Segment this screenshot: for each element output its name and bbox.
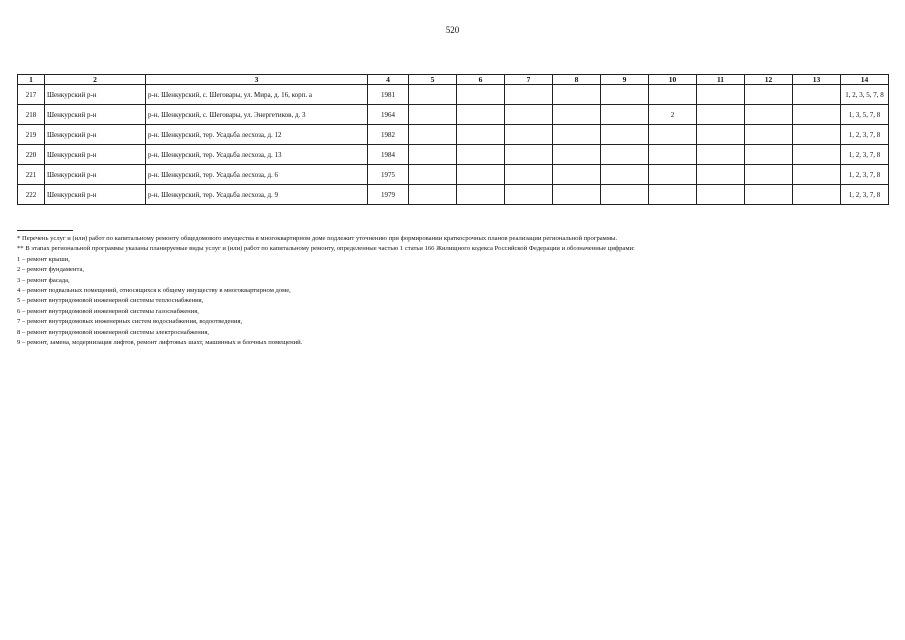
- footnote-line: 9 – ремонт, замена, модернизация лифтов, ремонт лифтовых шахт, машинных и блочных помещений.: [17, 339, 303, 347]
- cell-address: р-н. Шенкурский, с. Шеговары, ул. Мира, д. 16, корп. а: [146, 85, 368, 105]
- footnote-line: 6 – ремонт внутридомовой инженерной системы газоснабжения,: [17, 307, 199, 315]
- cell-district: Шенкурский р-н: [45, 105, 146, 125]
- cell-stage-8: [553, 185, 601, 205]
- cell-stage-6: [457, 85, 505, 105]
- cell-stage-5: [409, 165, 457, 185]
- footnote-line: 7 – ремонт внутридомовых инженерных систем водоснабжения, водоотведения,: [17, 318, 243, 326]
- footnote-line: ** В этапах региональной программы указаны планируемые виды услуг и (или) работ по капитальному ремонту, определенные частью 1 статьи 166 Жилищного кодекса Российской Федерации и обозначенные цифрами:: [17, 245, 635, 253]
- cell-district: Шенкурский р-н: [45, 125, 146, 145]
- cell-stage-12: [745, 145, 793, 165]
- footnote-line: 2 – ремонт фундамента,: [17, 266, 85, 274]
- footnote-line: 8 – ремонт внутридомовой инженерной системы электроснабжения,: [17, 328, 210, 336]
- cell-stage-13: [793, 165, 841, 185]
- cell-stage-12: [745, 85, 793, 105]
- cell-stage-5: [409, 125, 457, 145]
- footnote-divider: [17, 230, 73, 231]
- cell-year: 1964: [368, 105, 409, 125]
- cell-work-types: 1, 3, 5, 7, 8: [841, 105, 889, 125]
- header-cell: 13: [793, 75, 841, 85]
- cell-stage-13: [793, 85, 841, 105]
- cell-stage-12: [745, 105, 793, 125]
- header-cell: 1: [18, 75, 45, 85]
- header-cell: 14: [841, 75, 889, 85]
- cell-stage-7: [505, 85, 553, 105]
- footnotes: [17, 230, 887, 348]
- cell-stage-10: [649, 125, 697, 145]
- cell-stage-5: [409, 185, 457, 205]
- cell-address: р-н. Шенкурский, тер. Усадьба лесхоза, д. 12: [146, 125, 368, 145]
- cell-stage-8: [553, 165, 601, 185]
- cell-row-number: 221: [18, 165, 45, 185]
- cell-stage-6: [457, 165, 505, 185]
- header-cell: 7: [505, 75, 553, 85]
- header-row: [18, 75, 889, 85]
- cell-stage-10: [649, 145, 697, 165]
- footnote-list: [17, 234, 887, 348]
- cell-address: р-н. Шенкурский, тер. Усадьба лесхоза, д. 9: [146, 185, 368, 205]
- cell-stage-13: [793, 145, 841, 165]
- cell-stage-11: [697, 145, 745, 165]
- cell-stage-5: [409, 85, 457, 105]
- capital-repair-table: [17, 74, 889, 205]
- table-row: [18, 85, 889, 105]
- cell-work-types: 1, 2, 3, 5, 7, 8: [841, 85, 889, 105]
- cell-stage-6: [457, 185, 505, 205]
- header-cell: 11: [697, 75, 745, 85]
- cell-stage-10: [649, 185, 697, 205]
- table-row: [18, 105, 889, 125]
- cell-stage-5: [409, 145, 457, 165]
- cell-work-types: 1, 2, 3, 7, 8: [841, 145, 889, 165]
- footnote-line: 3 – ремонт фасада,: [17, 276, 70, 284]
- cell-stage-6: [457, 145, 505, 165]
- footnote-line: 4 – ремонт подвальных помещений, относящихся к общему имуществу в многоквартирном доме,: [17, 287, 291, 295]
- cell-year: 1982: [368, 125, 409, 145]
- cell-stage-9: [601, 85, 649, 105]
- cell-stage-9: [601, 165, 649, 185]
- cell-year: 1984: [368, 145, 409, 165]
- cell-stage-9: [601, 185, 649, 205]
- cell-stage-7: [505, 165, 553, 185]
- cell-stage-11: [697, 105, 745, 125]
- cell-stage-13: [793, 105, 841, 125]
- cell-year: 1981: [368, 85, 409, 105]
- cell-stage-11: [697, 125, 745, 145]
- footnote-line: * Перечень услуг и (или) работ по капитальному ремонту общедомового имущества в многоквартирном доме подлежит уточнению при формировании краткосрочных планов реализации региональной программы.: [17, 235, 618, 242]
- header-cell: 12: [745, 75, 793, 85]
- header-cell: 9: [601, 75, 649, 85]
- cell-stage-7: [505, 125, 553, 145]
- table-body: [18, 85, 889, 205]
- table-row: [18, 145, 889, 165]
- cell-stage-7: [505, 145, 553, 165]
- footnote-line: 1 – ремонт крыши,: [17, 255, 70, 263]
- cell-stage-8: [553, 125, 601, 145]
- cell-stage-12: [745, 185, 793, 205]
- cell-address: р-н. Шенкурский, тер. Усадьба лесхоза, д. 13: [146, 145, 368, 165]
- cell-stage-7: [505, 105, 553, 125]
- cell-work-types: 1, 2, 3, 7, 8: [841, 185, 889, 205]
- cell-district: Шенкурский р-н: [45, 145, 146, 165]
- cell-stage-11: [697, 85, 745, 105]
- cell-work-types: 1, 2, 3, 7, 8: [841, 165, 889, 185]
- table-row: [18, 185, 889, 205]
- header-cell: 3: [146, 75, 368, 85]
- cell-stage-12: [745, 165, 793, 185]
- cell-stage-10: [649, 165, 697, 185]
- cell-address: р-н. Шенкурский, тер. Усадьба лесхоза, д. 6: [146, 165, 368, 185]
- cell-stage-13: [793, 185, 841, 205]
- cell-stage-11: [697, 185, 745, 205]
- cell-stage-6: [457, 105, 505, 125]
- cell-stage-5: [409, 105, 457, 125]
- cell-stage-9: [601, 125, 649, 145]
- cell-address: р-н. Шенкурский, с. Шеговары, ул. Энергетиков, д. 3: [146, 105, 368, 125]
- table-row: [18, 165, 889, 185]
- footnote-line: 5 – ремонт внутридомовой инженерной системы теплоснабжения,: [17, 297, 204, 305]
- header-cell: 5: [409, 75, 457, 85]
- header-cell: 4: [368, 75, 409, 85]
- cell-stage-10: 2: [649, 105, 697, 125]
- cell-work-types: 1, 2, 3, 7, 8: [841, 125, 889, 145]
- cell-stage-11: [697, 165, 745, 185]
- cell-stage-12: [745, 125, 793, 145]
- cell-row-number: 222: [18, 185, 45, 205]
- cell-stage-9: [601, 145, 649, 165]
- header-cell: 2: [45, 75, 146, 85]
- cell-stage-8: [553, 145, 601, 165]
- header-cell: 6: [457, 75, 505, 85]
- page-number: 520: [445, 25, 460, 35]
- header-cell: 10: [649, 75, 697, 85]
- cell-year: 1975: [368, 165, 409, 185]
- cell-district: Шенкурский р-н: [45, 185, 146, 205]
- cell-stage-8: [553, 105, 601, 125]
- cell-row-number: 217: [18, 85, 45, 105]
- cell-stage-9: [601, 105, 649, 125]
- cell-district: Шенкурский р-н: [45, 85, 146, 105]
- cell-stage-10: [649, 85, 697, 105]
- header-cell: 8: [553, 75, 601, 85]
- cell-stage-7: [505, 185, 553, 205]
- cell-row-number: 220: [18, 145, 45, 165]
- cell-row-number: 219: [18, 125, 45, 145]
- cell-stage-8: [553, 85, 601, 105]
- cell-stage-13: [793, 125, 841, 145]
- cell-year: 1979: [368, 185, 409, 205]
- table-row: [18, 125, 889, 145]
- cell-row-number: 218: [18, 105, 45, 125]
- cell-district: Шенкурский р-н: [45, 165, 146, 185]
- cell-stage-6: [457, 125, 505, 145]
